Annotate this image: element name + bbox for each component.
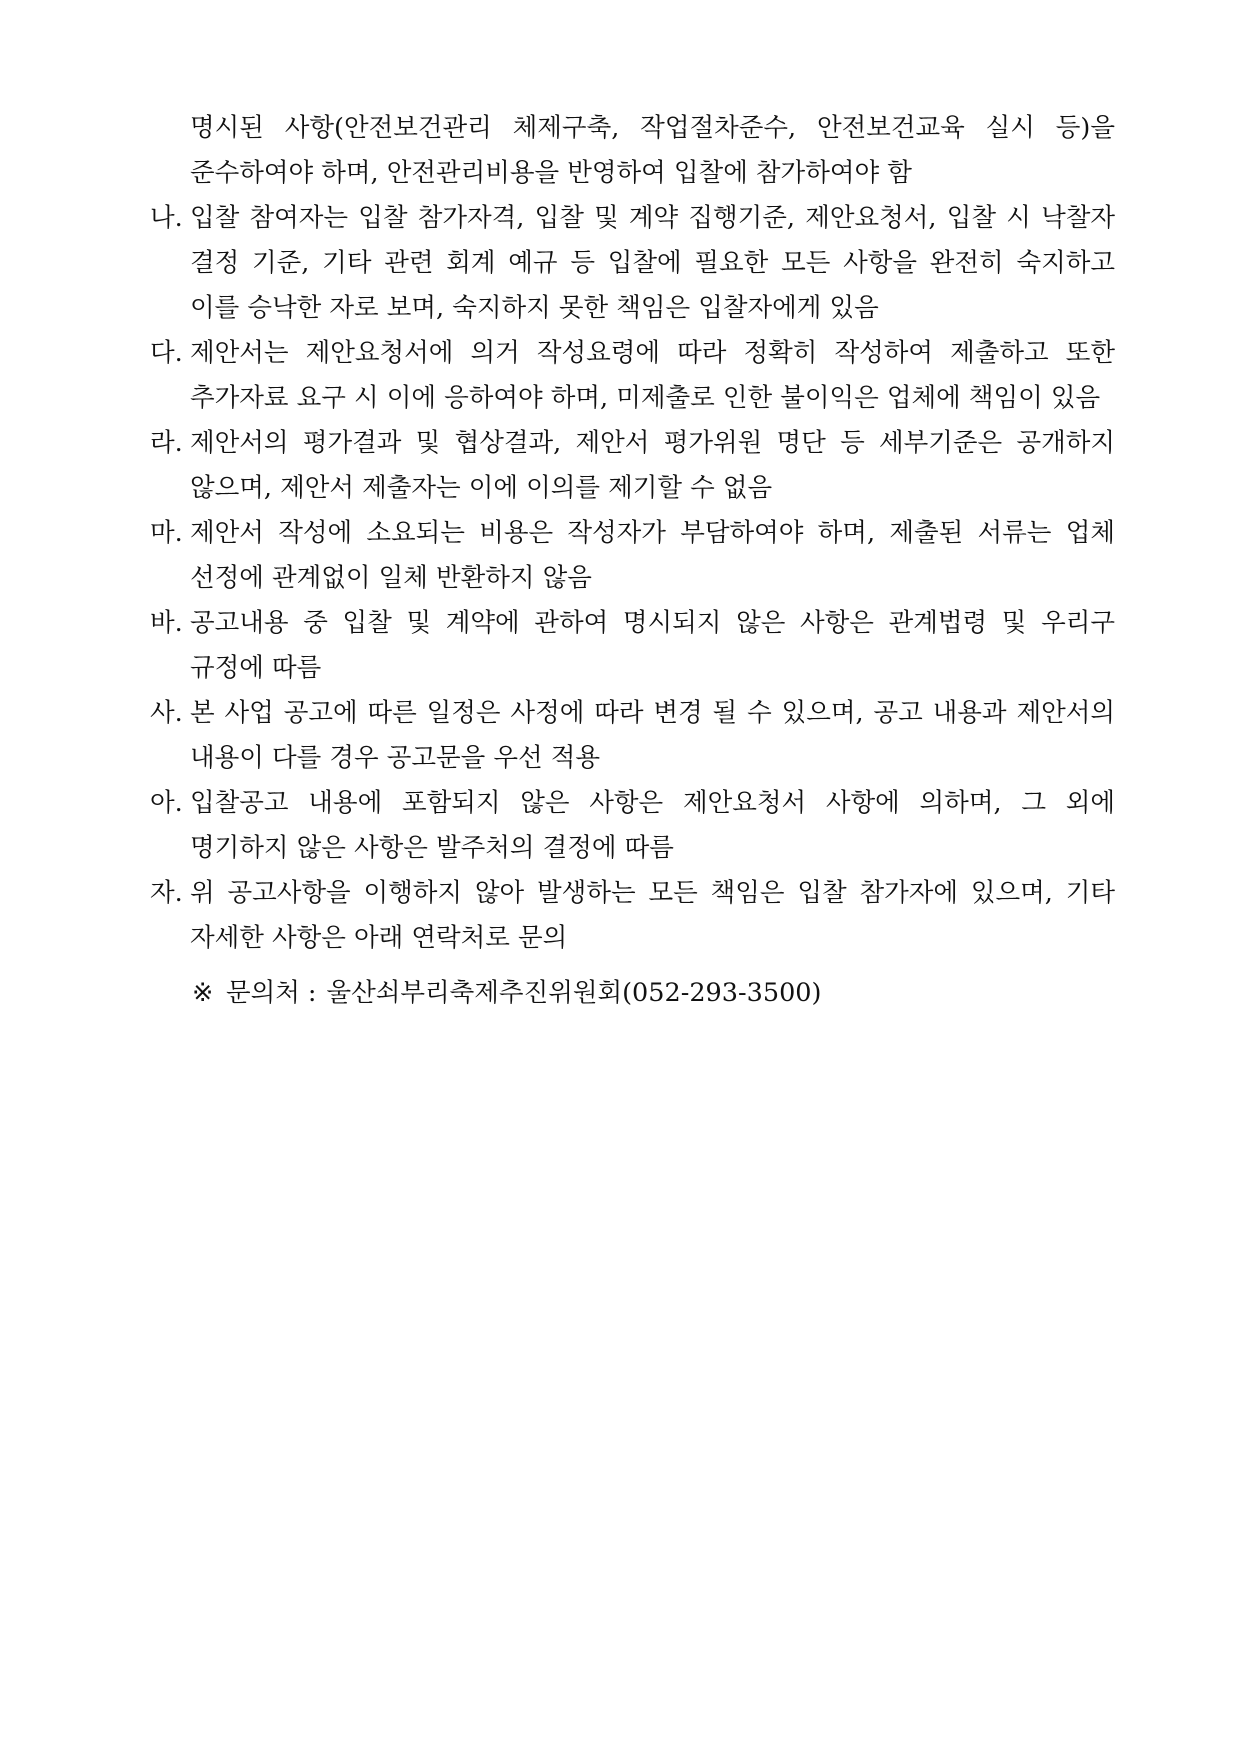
item-marker: 바. <box>150 608 183 638</box>
document-page <box>150 106 1115 1016</box>
item-text: 제안서는 제안요청서에 의거 작성요령에 따라 정확히 작성하여 제출하고 또한 추가자료 요구 시 이에 응하여야 하며, 미제출로 인한 불이익은 업체에 책임이 있음 <box>190 338 1115 413</box>
item-marker: 마. <box>150 518 183 548</box>
list-item <box>150 781 1115 871</box>
list-item <box>150 871 1115 961</box>
item-marker: 다. <box>150 338 183 368</box>
item-text: 제안서의 평가결과 및 협상결과, 제안서 평가위원 명단 등 세부기준은 공개하지 않으며, 제안서 제출자는 이에 이의를 제기할 수 없음 <box>190 428 1115 503</box>
item-text: 명시된 사항(안전보건관리 체제구축, 작업절차준수, 안전보건교육 실시 등)을 준수하여야 하며, 안전관리비용을 반영하여 입찰에 참가하여야 함 <box>190 113 1115 188</box>
item-marker: 라. <box>150 428 183 458</box>
contact-line <box>150 971 1115 1016</box>
list-item <box>150 106 1115 196</box>
list-item <box>150 511 1115 601</box>
list-item <box>150 331 1115 421</box>
item-marker: 자. <box>150 878 183 908</box>
list-item <box>150 601 1115 691</box>
item-text: 입찰 참여자는 입찰 참가자격, 입찰 및 계약 집행기준, 제안요청서, 입찰 시 낙찰자 결정 기준, 기타 관련 회계 예규 등 입찰에 필요한 모든 사항을 완전히 숙지하고 이를 승낙한 자로 보며, 숙지하지 못한 책임은 입찰자에게 있음 <box>190 203 1115 323</box>
item-marker: 사. <box>150 698 183 728</box>
list-item <box>150 691 1115 781</box>
contact-colon: : <box>307 978 317 1008</box>
item-text: 공고내용 중 입찰 및 계약에 관하여 명시되지 않은 사항은 관계법령 및 우리구 규정에 따름 <box>190 608 1115 683</box>
list-item <box>150 421 1115 511</box>
item-text: 본 사업 공고에 따른 일정은 사정에 따라 변경 될 수 있으며, 공고 내용과 제안서의 내용이 다를 경우 공고문을 우선 적용 <box>190 698 1115 773</box>
item-marker: 나. <box>150 203 183 233</box>
list-item <box>150 196 1115 331</box>
item-text: 위 공고사항을 이행하지 않아 발생하는 모든 책임은 입찰 참가자에 있으며, 기타 자세한 사항은 아래 연락처로 문의 <box>190 878 1115 953</box>
contact-label: 문의처 <box>226 978 300 1008</box>
item-text: 제안서 작성에 소요되는 비용은 작성자가 부담하여야 하며, 제출된 서류는 업체 선정에 관계없이 일체 반환하지 않음 <box>190 518 1115 593</box>
reference-mark-icon: ※ <box>192 978 214 1008</box>
item-marker: 아. <box>150 788 183 818</box>
item-text: 입찰공고 내용에 포함되지 않은 사항은 제안요청서 사항에 의하며, 그 외에 명기하지 않은 사항은 발주처의 결정에 따름 <box>190 788 1115 863</box>
contact-value: 울산쇠부리축제추진위원회(052-293-3500) <box>326 978 822 1008</box>
